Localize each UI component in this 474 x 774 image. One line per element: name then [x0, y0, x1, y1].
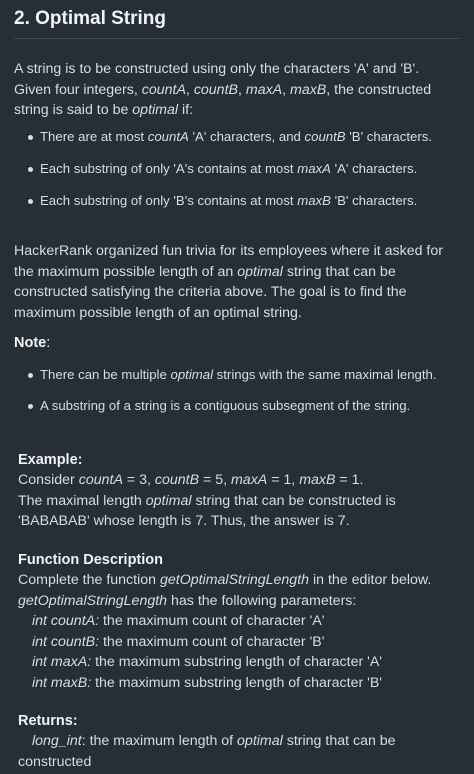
returns-text: string that can be constructed — [18, 733, 396, 770]
fd-text: Complete the function — [18, 572, 160, 588]
var-countB: countB — [193, 81, 238, 98]
intro-sep: , — [237, 81, 246, 98]
function-description-section — [18, 550, 464, 693]
var-maxB: maxB — [297, 193, 331, 208]
condition-item — [26, 160, 460, 192]
var-maxA: maxA — [245, 81, 283, 98]
title-divider — [14, 38, 460, 39]
fd-text: has the following parameters: — [167, 592, 357, 609]
return-type: long_int — [32, 733, 82, 749]
note-list — [26, 366, 460, 428]
note-text: A substring of a string is a contiguous subsegment of the string. — [40, 398, 411, 413]
note-text: strings with the same maximal length. — [213, 367, 437, 382]
condition-text: 'B' characters. — [330, 193, 418, 208]
var-maxB: maxB — [290, 81, 327, 98]
condition-text: 'B' characters. — [345, 129, 432, 144]
var-countA: countA — [141, 81, 186, 98]
returns-text: : the maximum length of — [81, 733, 238, 749]
param-desc: the maximum count of character 'B' — [99, 633, 325, 650]
condition-item — [26, 192, 460, 224]
var-maxB: maxB — [299, 472, 336, 488]
example-value: = 5, — [199, 472, 231, 488]
trivia-text: string that can be constructed satisfying the criteria above. The goal is to find the maximum possible length of an optimal string. — [14, 263, 407, 321]
example-section — [18, 450, 460, 532]
param-name: int maxB: — [32, 674, 92, 691]
var-countA: countA — [147, 129, 189, 144]
function-name: getOptimalStringLength — [159, 572, 310, 588]
function-name: getOptimalStringLength — [18, 592, 168, 609]
intro-text: if: — [178, 102, 194, 118]
example-result — [18, 491, 460, 532]
note-item — [26, 397, 460, 428]
var-countB: countB — [154, 472, 200, 488]
intro-text: , the constructed string is said to be — [14, 81, 432, 118]
intro-sep: , — [282, 81, 291, 98]
example-text: string that can be constructed is 'BABABAB' whose length is 7. Thus, the answer is 7. — [18, 492, 396, 529]
term-optimal: optimal — [170, 367, 213, 382]
example-value: = 3, — [122, 472, 155, 488]
intro-paragraph — [14, 59, 460, 121]
function-description-line — [18, 570, 464, 591]
example-text: The maximal length — [18, 492, 146, 509]
condition-text: Each substring of only 'A's contains at most — [40, 161, 298, 176]
note-item — [26, 366, 460, 397]
note-label: Note — [14, 335, 47, 351]
problem-title: 2. Optimal String — [14, 8, 167, 29]
condition-text: 'A' characters, and — [188, 129, 305, 144]
var-maxA: maxA — [230, 472, 268, 488]
intro-sep: , — [185, 81, 194, 98]
condition-text: 'A' characters. — [330, 161, 418, 176]
returns-section — [18, 711, 460, 772]
var-countB: countB — [304, 129, 346, 144]
returns-heading: Returns: — [18, 713, 78, 729]
parameter-maxB — [18, 673, 464, 694]
conditions-list — [26, 128, 460, 224]
term-optimal: optimal — [132, 102, 179, 118]
var-countA: countA — [78, 472, 123, 488]
param-name: int countA: — [32, 613, 100, 629]
var-maxA: maxA — [297, 161, 331, 176]
fd-text: in the editor below. — [309, 572, 432, 588]
condition-item — [26, 128, 460, 160]
param-desc: the maximum count of character 'A' — [99, 613, 325, 629]
returns-description — [18, 731, 460, 772]
function-description-heading: Function Description — [18, 552, 163, 568]
condition-text: There are at most — [40, 129, 148, 144]
intro-text: A string is to be constructed using only the characters 'A' and 'B'. Given four integers, — [14, 61, 420, 98]
param-desc: the maximum substring length of character 'A' — [91, 654, 383, 670]
parameter-countA — [18, 611, 464, 632]
param-name: int maxA: — [32, 654, 92, 670]
condition-text: Each substring of only 'B's contains at most — [40, 193, 298, 208]
trivia-text: HackerRank organized fun trivia for its employees where it asked for the maximum possible length of an — [14, 243, 443, 280]
param-name: int countB: — [32, 633, 100, 650]
example-value: = 1. — [335, 472, 364, 488]
example-text: Consider — [18, 472, 79, 488]
example-consider — [18, 470, 460, 491]
trivia-paragraph — [14, 241, 460, 323]
example-value: = 1, — [267, 472, 300, 488]
returns-indent — [18, 733, 396, 770]
parameter-maxA — [18, 652, 464, 673]
term-optimal: optimal — [237, 263, 283, 280]
note-heading — [14, 335, 50, 351]
param-desc: the maximum substring length of character 'B' — [91, 674, 383, 691]
function-description-line — [18, 591, 464, 612]
note-text: There can be multiple — [40, 367, 171, 382]
term-optimal: optimal — [145, 492, 192, 509]
term-optimal: optimal — [237, 733, 283, 749]
note-colon: : — [46, 335, 51, 351]
parameter-countB — [18, 632, 464, 653]
example-heading: Example: — [18, 452, 83, 468]
